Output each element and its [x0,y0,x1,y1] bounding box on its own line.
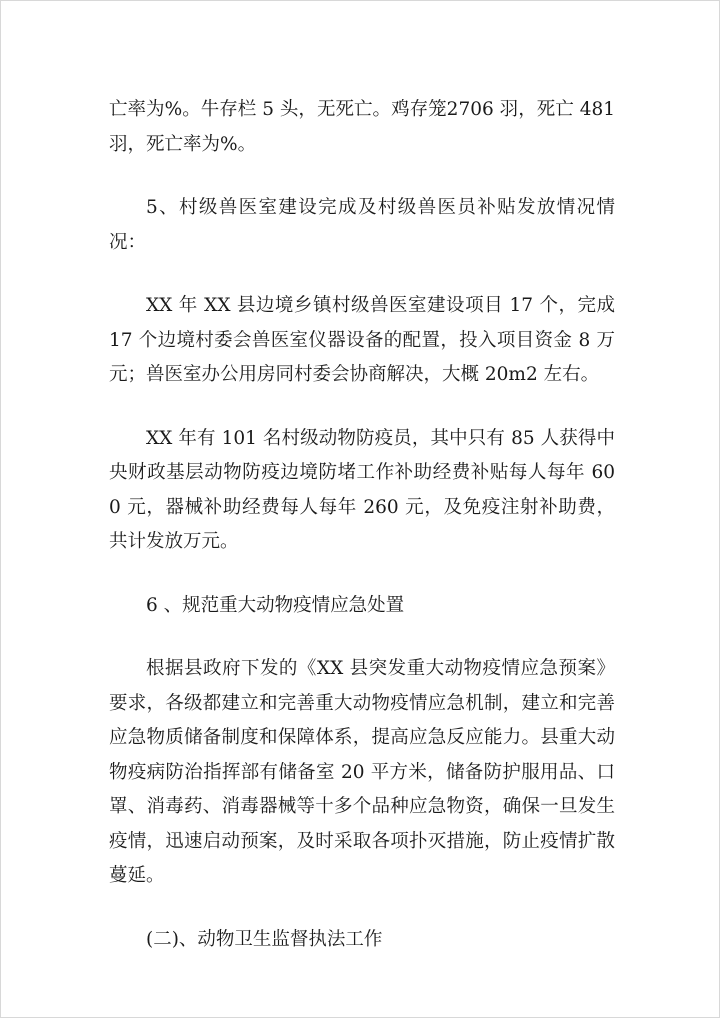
paragraph-emergency-plan: 根据县政府下发的《XX 县突发重大动物疫情应急预案》要求，各级都建立和完善重大动物疫情应急机制，建立和完善应急物质储备制度和保障体系，提高应急反应能力。县重大动物疫病防治指挥部有储备室 20 平方米，储备防护服用品、口罩、消毒药、消毒器械等十多个品种应急物资，确保一旦发生疫情，迅速启动预案，及时采取各项扑灭措施，防止疫情扩散蔓延。 [109,658,615,886]
paragraph-epidemic-prevention-staff: XX 年有 101 名村级动物防疫员，其中只有 85 人获得中央财政基层动物防疫边境防堵工作补助经费补贴每人每年 60 0 元，器械补助经费每人每年 260 元，及免疫注射补助费，共计发放万元。 [109,427,615,552]
document-body [109,93,615,986]
paragraph-vet-station-construction: XX 年 XX 县边境乡镇村级兽医室建设项目 17 个，完成17 个边境村委会兽医室仪器设备的配置，投入项目资金 8 万元；兽医室办公用房同村委会协商解决，大概 20m2 左右。 [109,295,615,385]
section-heading-supervision: (二)、动物卫生监督执法工作 [146,928,383,950]
section-heading-emergency-response: 6 、规范重大动物疫情应急处置 [146,594,405,616]
section-heading-vet-station: 5、村级兽医室建设完成及村级兽医员补贴发放情况情况： [109,197,615,253]
paragraph-livestock-mortality: 亡率为%。牛存栏 5 头，无死亡。鸡存笼2706 羽，死亡 481 羽，死亡率为%。 [109,99,615,155]
